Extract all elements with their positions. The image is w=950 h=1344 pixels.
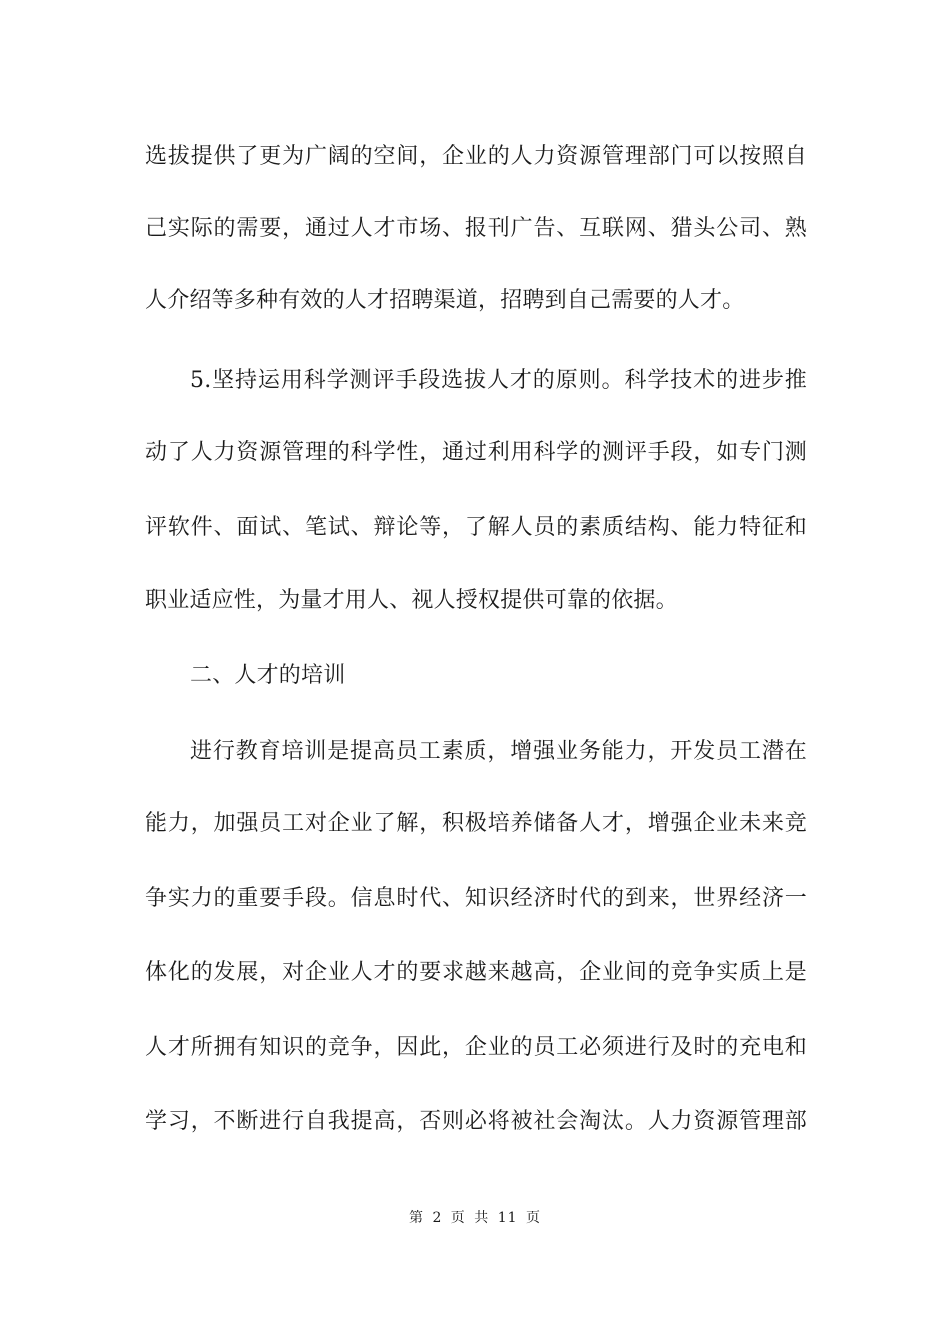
paragraph-line: 体化的发展，对企业人才的要求越来越高，企业间的竞争实质上是 <box>145 960 807 985</box>
paragraph-line: 动了人力资源管理的科学性，通过利用科学的测评手段，如专门测 <box>145 440 807 465</box>
paragraph-line: 能力，加强员工对企业了解，积极培养储备人才，增强企业未来竞 <box>145 811 807 836</box>
section-heading: 二、人才的培训 <box>190 663 346 688</box>
page-number-footer: 第 2 页 共 11 页 <box>409 1210 541 1226</box>
paragraph-line: 选拔提供了更为广阔的空间，企业的人力资源管理部门可以按照自 <box>145 144 807 169</box>
paragraph-line: 职业适应性，为量才用人、视人授权提供可靠的依据。 <box>145 588 678 613</box>
paragraph-line: 人介绍等多种有效的人才招聘渠道，招聘到自己需要的人才。 <box>145 288 745 313</box>
paragraph-line: 进行教育培训是提高员工素质，增强业务能力，开发员工潜在 <box>190 739 807 764</box>
paragraph-line: 学习，不断进行自我提高，否则必将被社会淘汰。人力资源管理部 <box>145 1109 807 1134</box>
paragraph-line: 5.坚持运用科学测评手段选拔人才的原则。科学技术的进步推 <box>190 368 807 393</box>
paragraph-line: 己实际的需要，通过人才市场、报刊广告、互联网、猎头公司、熟 <box>145 216 807 241</box>
paragraph-line: 争实力的重要手段。信息时代、知识经济时代的到来，世界经济一 <box>145 886 807 911</box>
paragraph-line: 评软件、面试、笔试、辩论等，了解人员的素质结构、能力特征和 <box>145 515 807 540</box>
paragraph-line: 人才所拥有知识的竞争，因此，企业的员工必须进行及时的充电和 <box>145 1035 807 1060</box>
